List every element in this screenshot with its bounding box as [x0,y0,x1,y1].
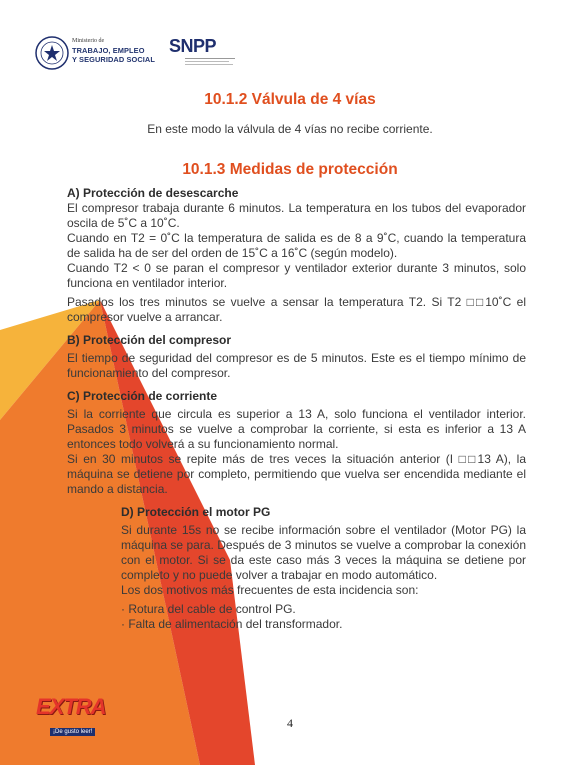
protection-a-paragraph-2: Cuando en T2 = 0˚C la temperatura de salida es de 8 a 9˚C, cuando la temperatura de salida ha de ser del orden de 15˚C a 16˚C (según modelo). [67,231,526,260]
extra-wordmark: EXTRA [36,694,106,719]
list-item: · Falta de alimentación del transformador. [121,617,343,631]
protection-b-heading: B) Protección del compresor [67,333,232,347]
snpp-logo [169,36,245,65]
snpp-wordmark: SNPP [169,36,217,56]
protection-d-heading: D) Protección el motor PG [121,505,271,519]
national-seal-icon [35,36,69,70]
protection-d-block [121,505,526,632]
page-number: 4 [287,716,293,730]
protection-a-block [67,186,526,325]
protection-c-block [67,389,526,497]
ministry-name-line1: TRABAJO, EMPLEO [72,46,145,55]
protection-b-paragraph-1: El tiempo de seguridad del compresor es de 5 minutos. Este es el tiempo mínimo de funcionamiento del compresor. [67,351,526,380]
protection-d-paragraph-1: Si durante 15s no se recibe información sobre el ventilador (Motor PG) la máquina se para. Después de 3 minutos se vuelve a comprobar la conexión con el motor. Si se da este caso más 3 veces la máquina se detiene por completo y no puede volver a trabajar en modo automático. [121,523,526,582]
protection-a-paragraph-3: Cuando T2 < 0 se paran el compresor y ventilador exterior durante 3 minutos, solo funciona en ventilador interior. [67,261,526,290]
protection-d-paragraph-2: Los dos motivos más frecuentes de esta incidencia son: [121,583,419,597]
ministry-name-line2: Y SEGURIDAD SOCIAL [72,55,155,64]
snpp-subtext-lines [185,58,245,65]
protection-a-heading: A) Protección de desescarche [67,186,239,200]
protection-a-paragraph-1: El compresor trabaja durante 6 minutos. La temperatura en los tubos del evaporador oscila de 5˚C a 10˚C. [67,201,526,230]
list-item: · Rotura del cable de control PG. [121,602,296,616]
ministry-small-label: Ministerio de [72,38,105,44]
protection-a-paragraph-4: Pasados los tres minutos se vuelve a sensar la temperatura T2. Si T2 □□10˚C el compresor vuelve a arrancar. [67,295,526,324]
protection-c-paragraph-2: Si en 30 minutos se repite más de tres veces la situación anterior (I □□13 A), la máquina se detiene por completo, permitiendo que vuelva ser encendida mediante el mando a distancia. [67,452,526,496]
section-text-valvula: En este modo la válvula de 4 vías no recibe corriente. [147,122,433,136]
protection-b-block [67,333,526,381]
protection-c-heading: C) Protección de corriente [67,389,218,403]
section-title-valvula: 10.1.2 Válvula de 4 vías [204,91,376,108]
section-title-medidas: 10.1.3 Medidas de protección [182,161,398,178]
extra-tagline: ¡De gusto leer! [50,728,95,736]
protection-c-paragraph-1: Si la corriente que circula es superior a 13 A, solo funciona el ventilador interior. Pasados 3 minutos se vuelve a comprobar la corriente, si esta es inferior a 13 A entonces todo volverá a su funcionamiento normal. [67,407,526,451]
protection-d-bullet-list [121,602,526,632]
